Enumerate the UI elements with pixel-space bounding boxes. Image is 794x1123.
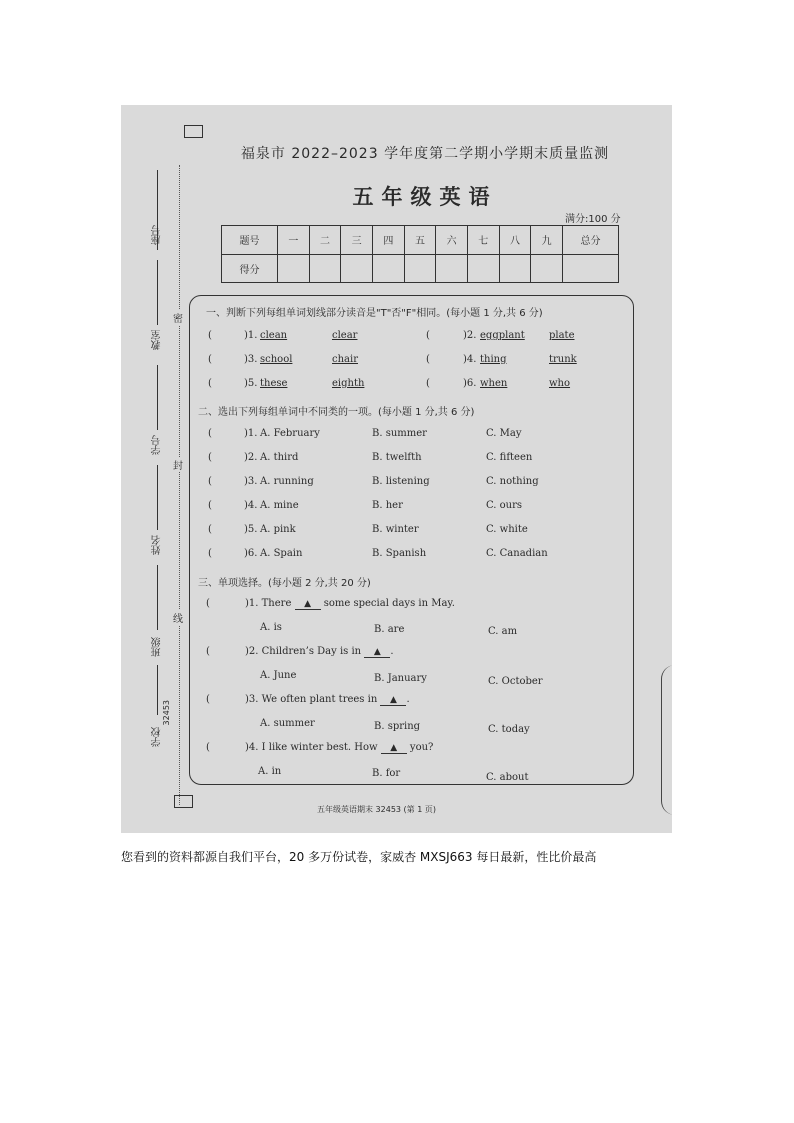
margin-label-id: 学号: [152, 435, 163, 455]
exam-photo: [121, 105, 672, 833]
answer-paren: (: [208, 548, 212, 559]
s1-word: these: [260, 378, 288, 389]
score-cell: 一: [278, 226, 310, 255]
s3-option-b: B. January: [374, 673, 427, 684]
margin-label-name: 姓名: [152, 535, 163, 555]
answer-blank: ▲: [380, 695, 406, 706]
s2-option-b: B. listening: [372, 476, 430, 487]
s1-word: eighth: [332, 378, 365, 389]
s3-option-a: A. is: [260, 622, 282, 633]
answer-paren: (: [208, 378, 212, 389]
s3-stem: We often plant trees in: [261, 694, 378, 705]
seal-label: 密: [173, 310, 183, 325]
s3-option-a: A. in: [258, 766, 282, 777]
answer-paren: (: [426, 354, 430, 365]
s1-num: )3.: [244, 354, 258, 365]
answer-paren: (: [208, 524, 212, 535]
margin-label-school: 学校: [152, 727, 163, 747]
s3-stem: some special days in May.: [323, 598, 455, 609]
s2-num: )5.: [244, 524, 258, 535]
answer-paren: (: [426, 378, 430, 389]
s2-option-c: C. white: [486, 524, 528, 535]
answer-paren: (: [208, 500, 212, 511]
score-table: [221, 225, 619, 283]
s3-stem: I like winter best. How: [261, 742, 378, 753]
s2-option-b: B. twelfth: [372, 452, 422, 463]
s3-stem: you?: [409, 742, 434, 753]
s1-word: clear: [332, 330, 358, 341]
score-value-row: [222, 254, 619, 283]
s2-option-b: B. her: [372, 500, 403, 511]
answer-paren: (: [208, 476, 212, 487]
score-blank: [499, 254, 531, 283]
score-cell: 总分: [562, 226, 618, 255]
answer-paren: (: [206, 598, 210, 609]
s1-word: when: [480, 378, 508, 389]
answer-paren: (: [206, 646, 210, 657]
score-cell: 八: [499, 226, 531, 255]
s3-stem: Children’s Day is in: [261, 646, 362, 657]
margin-line: [157, 260, 158, 325]
score-blank: [562, 254, 618, 283]
s1-num: )5.: [244, 378, 258, 389]
margin-info: [150, 145, 180, 755]
seal-label: 封: [173, 457, 183, 472]
answer-blank: ▲: [295, 599, 321, 610]
s3-option-b: B. spring: [374, 721, 421, 732]
section2-heading: 二、选出下列每组单词中不同类的一项。(每小题 1 分,共 6 分): [198, 407, 475, 418]
s2-option-c: C. fifteen: [486, 452, 533, 463]
answer-paren: (: [208, 330, 212, 341]
s3-option-a: A. summer: [260, 718, 315, 729]
score-blank: [278, 254, 310, 283]
s1-num: )1.: [244, 330, 258, 341]
s1-word: eggplant: [480, 330, 525, 341]
s2-option-a: A. running: [260, 476, 314, 487]
s2-option-a: A. mine: [260, 500, 299, 511]
score-cell: 九: [531, 226, 563, 255]
margin-code: 32453: [162, 700, 171, 726]
next-page-edge: [661, 665, 672, 815]
margin-label-class: 班级: [152, 637, 163, 657]
s1-word: clean: [260, 330, 288, 341]
s2-option-c: C. Canadian: [486, 548, 548, 559]
answer-blank: ▲: [364, 647, 390, 658]
s2-num: )6.: [244, 548, 258, 559]
s3-question: [245, 742, 433, 754]
score-cell: 四: [372, 226, 404, 255]
s2-option-a: A. pink: [260, 524, 296, 535]
s2-option-c: C. ours: [486, 500, 523, 511]
answer-paren: (: [426, 330, 430, 341]
s3-option-b: B. are: [374, 624, 405, 635]
score-cell: 三: [341, 226, 373, 255]
answer-blank: ▲: [381, 743, 407, 754]
s3-question: [245, 646, 394, 658]
answer-paren: (: [208, 354, 212, 365]
s3-stem: .: [390, 646, 394, 657]
s2-option-a: A. February: [260, 428, 320, 439]
s3-option-b: B. for: [372, 768, 401, 779]
s1-word: thing: [480, 354, 507, 365]
section1-heading: 一、判断下列每组单词划线部分读音是"T"否"F"相同。(每小题 1 分,共 6 分): [206, 308, 543, 319]
answer-paren: (: [208, 428, 212, 439]
s2-num: )3.: [244, 476, 258, 487]
s1-word: trunk: [549, 354, 577, 365]
score-header-row: [222, 226, 619, 255]
s3-option-c: C. am: [488, 626, 518, 637]
score-cell: 五: [404, 226, 436, 255]
margin-line: [157, 665, 158, 715]
answer-paren: (: [206, 694, 210, 705]
exam-title: 五年级英语: [352, 184, 498, 209]
s1-num: )2.: [463, 330, 477, 341]
corner-marker: [184, 125, 203, 138]
s2-num: )1.: [244, 428, 258, 439]
s2-option-a: A. third: [260, 452, 299, 463]
s3-question: [245, 694, 410, 706]
s1-word: plate: [549, 330, 575, 341]
s1-num: )4.: [463, 354, 477, 365]
s3-option-c: C. about: [486, 772, 529, 783]
s3-stem: .: [406, 694, 410, 705]
s3-num: )2.: [245, 646, 259, 657]
s3-option-c: C. today: [488, 724, 530, 735]
margin-line: [157, 465, 158, 530]
score-blank: [309, 254, 341, 283]
full-mark: 满分:100 分: [565, 214, 621, 225]
score-cell: 得分: [222, 254, 278, 283]
s2-option-b: B. summer: [372, 428, 427, 439]
s1-word: chair: [332, 354, 358, 365]
s3-num: )3.: [245, 694, 259, 705]
margin-line: [157, 565, 158, 630]
s2-num: )4.: [244, 500, 258, 511]
score-blank: [531, 254, 563, 283]
s2-option-c: C. nothing: [486, 476, 539, 487]
section3-heading: 三、单项选择。(每小题 2 分,共 20 分): [198, 578, 371, 589]
s3-option-a: A. June: [260, 670, 297, 681]
score-blank: [341, 254, 373, 283]
exam-header: 福泉市 2022–2023 学年度第二学期小学期末质量监测: [240, 146, 610, 162]
score-cell: 二: [309, 226, 341, 255]
s3-stem: There: [261, 598, 292, 609]
score-blank: [404, 254, 436, 283]
margin-label-seat: 座号: [152, 225, 163, 245]
score-cell: 题号: [222, 226, 278, 255]
s3-option-c: C. October: [488, 676, 543, 687]
page-footer: 五年级英语期末 32453 (第 1 页): [317, 805, 436, 814]
margin-line: [157, 365, 158, 430]
answer-paren: (: [208, 452, 212, 463]
s1-num: )6.: [463, 378, 477, 389]
score-blank: [436, 254, 468, 283]
score-blank: [467, 254, 499, 283]
ad-caption: 您看到的资料都源自我们平台，20 多万份试卷，家威杏 MXSJ663 每日最新，性比价最高: [121, 850, 597, 864]
s2-option-c: C. May: [486, 428, 522, 439]
s3-num: )1.: [245, 598, 259, 609]
s2-option-b: B. winter: [372, 524, 419, 535]
seal-label: 线: [173, 610, 183, 625]
s2-num: )2.: [244, 452, 258, 463]
margin-label-room: 教室: [152, 330, 163, 350]
seal-line: [179, 165, 180, 805]
s2-option-a: A. Spain: [260, 548, 303, 559]
answer-paren: (: [206, 742, 210, 753]
questions-box: [189, 295, 634, 785]
s1-word: school: [260, 354, 293, 365]
score-cell: 七: [467, 226, 499, 255]
score-blank: [372, 254, 404, 283]
score-cell: 六: [436, 226, 468, 255]
s2-option-b: B. Spanish: [372, 548, 427, 559]
s3-question: [245, 598, 455, 610]
s3-num: )4.: [245, 742, 259, 753]
s1-word: who: [549, 378, 571, 389]
